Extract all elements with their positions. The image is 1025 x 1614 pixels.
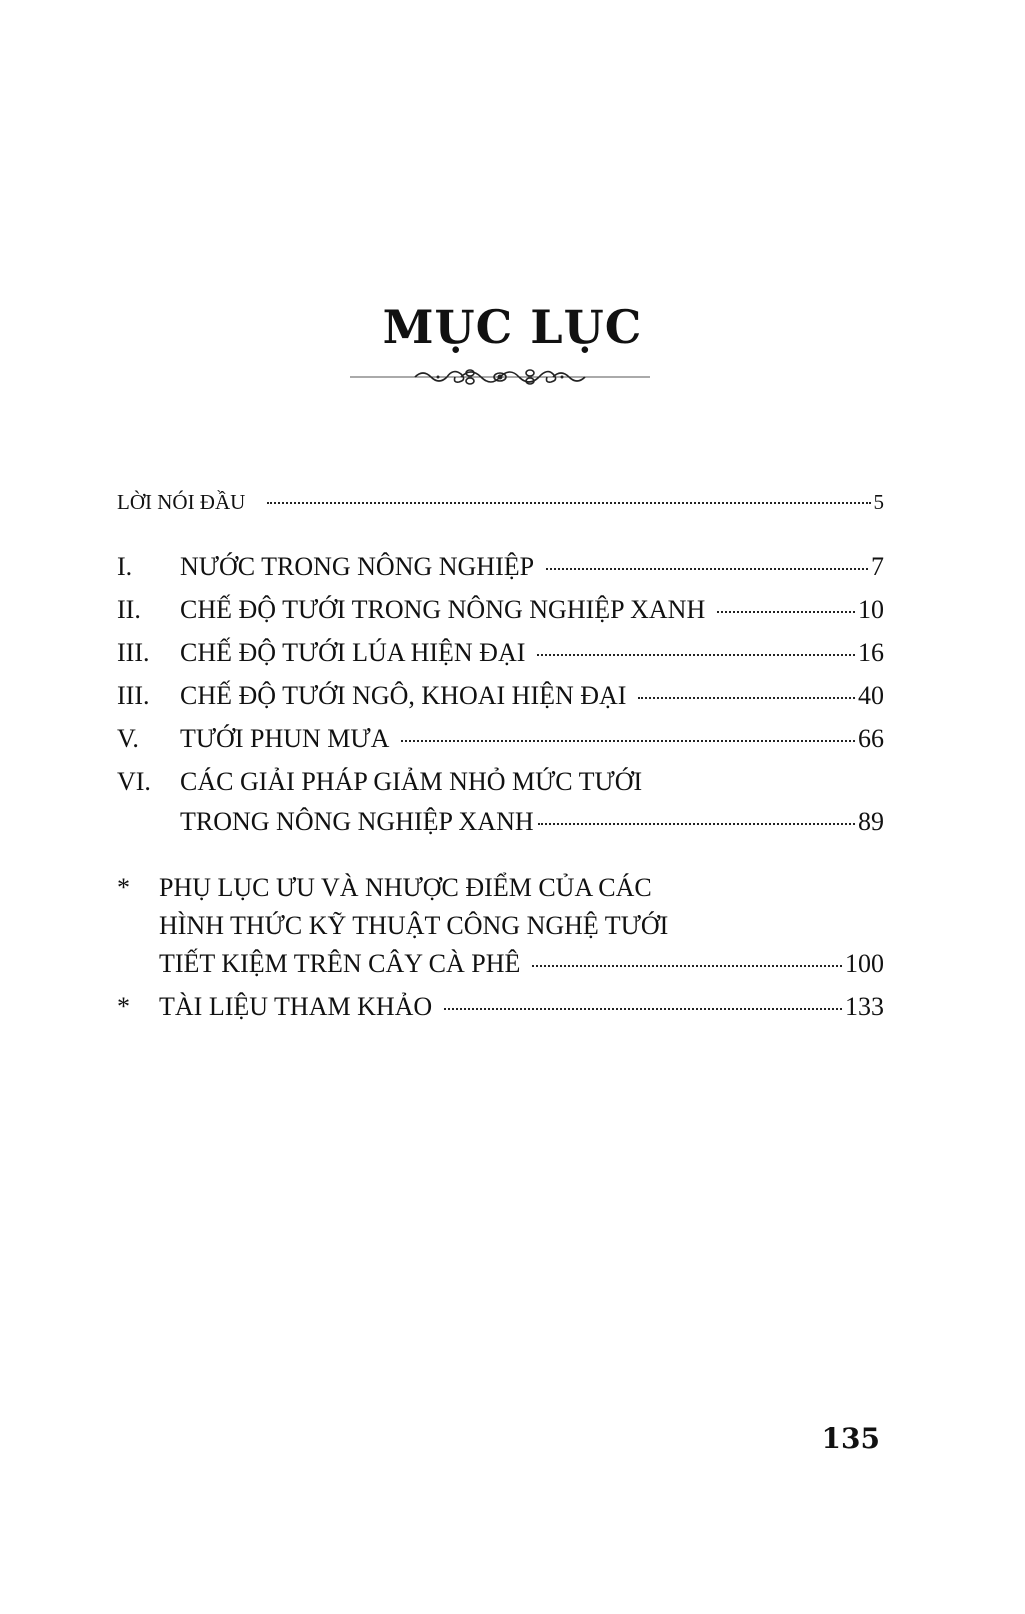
dot-leader xyxy=(444,1008,842,1010)
toc-marker: * xyxy=(117,992,130,1021)
dot-leader xyxy=(267,502,870,504)
ornament-divider xyxy=(350,362,650,392)
toc-row-appendix-line1[interactable] xyxy=(117,873,884,903)
toc-number: III. xyxy=(117,638,150,667)
toc-label: CHẾ ĐỘ TƯỚI TRONG NÔNG NGHIỆP XANH xyxy=(180,595,706,624)
toc-page: 16 xyxy=(858,638,884,667)
toc-label: CHẾ ĐỘ TƯỚI NGÔ, KHOAI HIỆN ĐẠI xyxy=(180,681,627,710)
toc-page: 133 xyxy=(845,992,884,1021)
toc-row-references[interactable] xyxy=(117,992,884,1022)
toc-row-chapter-1[interactable] xyxy=(117,552,884,582)
page-number: 135 xyxy=(821,1422,880,1455)
toc-label: TIẾT KIỆM TRÊN CÂY CÀ PHÊ xyxy=(159,949,521,978)
toc-page: 7 xyxy=(871,552,884,581)
toc-label: CHẾ ĐỘ TƯỚI LÚA HIỆN ĐẠI xyxy=(180,638,526,667)
toc-page: 66 xyxy=(858,724,884,753)
dot-leader xyxy=(546,568,868,570)
toc-marker: * xyxy=(117,873,130,902)
toc-row-chapter-3[interactable] xyxy=(117,638,884,668)
toc-row-appendix-line2[interactable] xyxy=(117,911,884,941)
toc-number: III. xyxy=(117,681,150,710)
dot-leader xyxy=(717,611,855,613)
dot-leader xyxy=(537,654,855,656)
dot-leader xyxy=(538,823,855,825)
toc-row-appendix-line3[interactable] xyxy=(117,949,884,979)
toc-label: NƯỚC TRONG NÔNG NGHIỆP xyxy=(180,552,535,581)
toc-label: TÀI LIỆU THAM KHẢO xyxy=(159,992,433,1021)
toc-row-chapter-6-line2[interactable] xyxy=(117,807,884,837)
toc-page: 100 xyxy=(845,949,884,978)
toc-row-chapter-4[interactable] xyxy=(117,681,884,711)
dot-leader xyxy=(532,965,842,967)
dot-leader xyxy=(401,740,855,742)
toc-page: 40 xyxy=(858,681,884,710)
toc-label: CÁC GIẢI PHÁP GIẢM NHỎ MỨC TƯỚI xyxy=(180,767,643,796)
dot-leader xyxy=(638,697,855,699)
toc-number: II. xyxy=(117,595,141,624)
page-title: MỤC LỤC xyxy=(382,300,643,354)
toc-row-chapter-6-line1[interactable] xyxy=(117,767,884,797)
toc-label: TRONG NÔNG NGHIỆP XANH xyxy=(180,807,534,836)
toc-page: 89 xyxy=(858,807,884,836)
toc-row-chapter-2[interactable] xyxy=(117,595,884,625)
toc-page: 5 xyxy=(873,490,884,514)
toc-page: 10 xyxy=(858,595,884,624)
toc-label: HÌNH THỨC KỸ THUẬT CÔNG NGHỆ TƯỚI xyxy=(159,911,669,940)
toc-row-chapter-5[interactable] xyxy=(117,724,884,754)
toc-label: LỜI NÓI ĐẦU xyxy=(117,490,246,514)
toc-number: V. xyxy=(117,724,139,753)
toc-label: TƯỚI PHUN MƯA xyxy=(180,724,390,753)
toc-number: VI. xyxy=(117,767,151,796)
toc-label: PHỤ LỤC ƯU VÀ NHƯỢC ĐIỂM CỦA CÁC xyxy=(159,873,652,902)
toc-number: I. xyxy=(117,552,133,581)
toc-row-preface[interactable] xyxy=(117,490,884,515)
